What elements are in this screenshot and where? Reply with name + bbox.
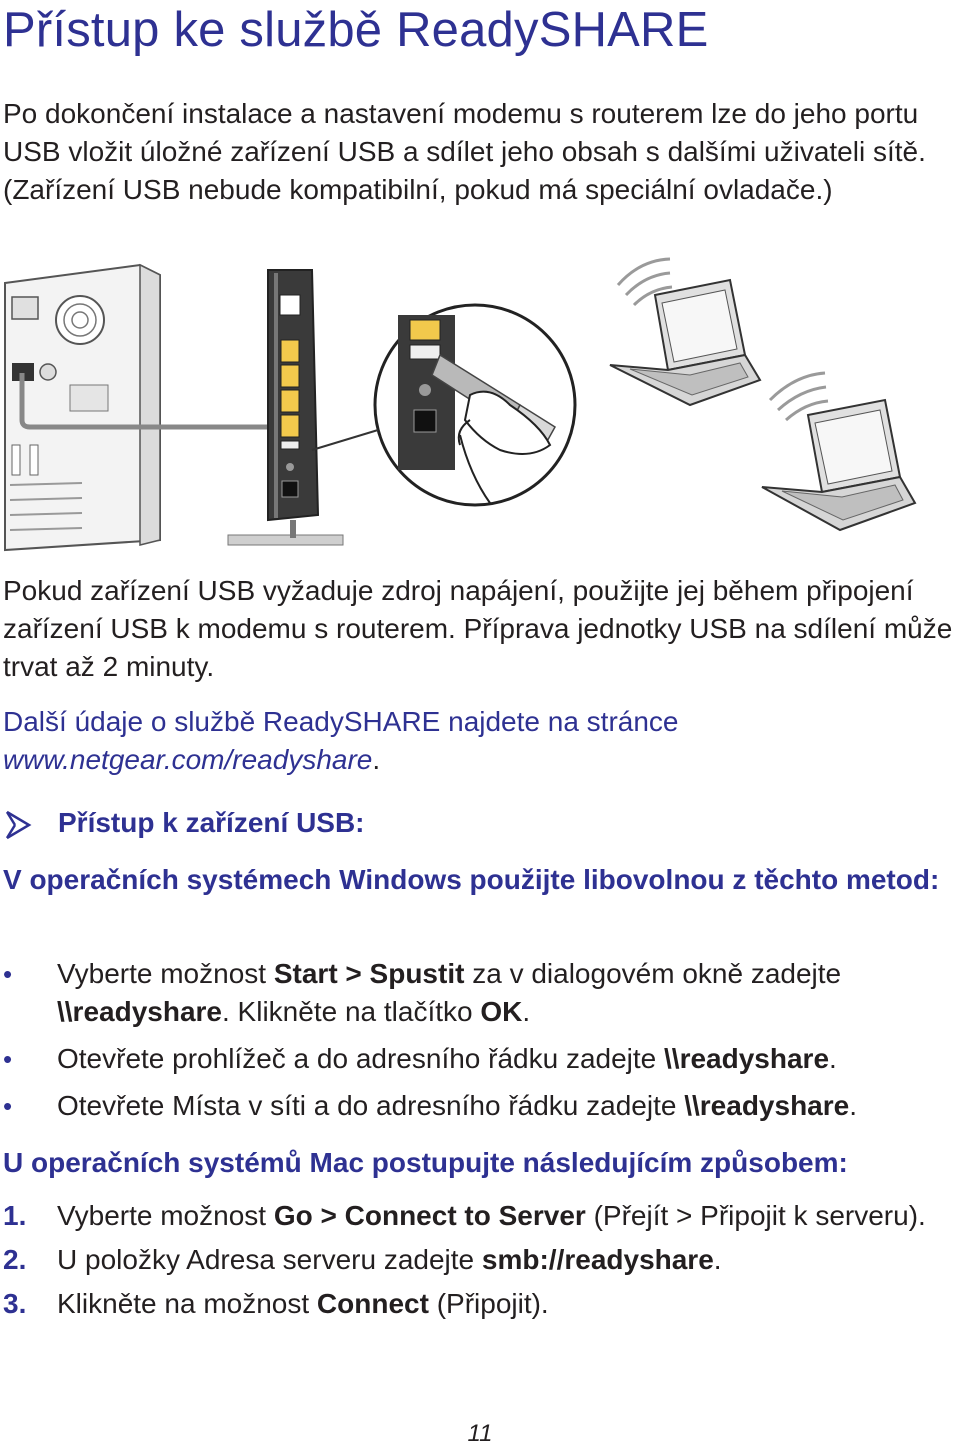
power-note-paragraph: Pokud zařízení USB vyžaduje zdroj napájení, použijte jej během připojení zařízení USB k modemu s routerem. Příprava jednotky USB na sdílení může trvat až 2 minuty. — [3, 575, 953, 682]
readyshare-illustration — [0, 245, 960, 555]
usb-insertion-zoom — [312, 305, 575, 505]
list-item — [0, 1200, 960, 1232]
more-info-text: Další údaje o službě ReadySHARE najdete na stránce — [3, 706, 679, 737]
intro-paragraph: Po dokončení instalace a nastavení modemu s routerem lze do jeho portu USB vložit úložné zařízení USB a sdílet jeho obsah s dalšími uživateli sítě. (Zařízení USB nebude kompatibilní, pokud má speciální ovladače.) — [3, 98, 926, 205]
bold-run: OK — [480, 996, 523, 1027]
step-number: 1. — [3, 1200, 27, 1231]
bold-run: smb://readyshare — [481, 1244, 714, 1275]
step-number: 2. — [3, 1244, 27, 1275]
page-number: 11 — [467, 1420, 493, 1447]
arrow-head-icon — [3, 806, 43, 844]
laptop-image-2 — [762, 373, 915, 530]
text-run: . — [829, 1043, 837, 1074]
router-image — [228, 270, 343, 545]
bullet-icon: • — [3, 959, 13, 989]
text-run: Otevřete prohlížeč a do adresního řádku zadejte — [57, 1043, 665, 1074]
mac-heading: U operačních systémů Mac postupujte následujícím způsobem: — [3, 1147, 848, 1178]
bold-run: Start > Spustit — [273, 958, 465, 989]
text-run: U položky Adresa serveru zadejte — [57, 1244, 482, 1275]
list-item — [0, 1244, 960, 1276]
step-number: 3. — [3, 1288, 27, 1319]
readyshare-link[interactable]: www.netgear.com/readyshare — [3, 744, 373, 775]
text-run: . Klikněte na tlačítko — [222, 996, 481, 1027]
list-item — [0, 1288, 960, 1320]
text-run: Klikněte na možnost — [57, 1288, 317, 1319]
bullet-icon: • — [3, 1044, 13, 1074]
page-title: Přístup ke službě ReadySHARE — [3, 3, 709, 57]
text-run: . — [522, 996, 531, 1027]
laptop-image — [610, 259, 760, 405]
text-run: . — [849, 1090, 857, 1121]
text-run: (Připojit). — [428, 1288, 549, 1319]
text-run: . — [713, 1244, 722, 1275]
text-run: (Přejít > Připojit k serveru). — [585, 1200, 926, 1231]
bold-run: Connect — [316, 1288, 429, 1319]
bold-run: Go > Connect to Server — [273, 1200, 586, 1231]
more-info-end: . — [372, 744, 381, 775]
windows-methods-list — [0, 955, 960, 1134]
windows-heading: V operačních systémech Windows použijte libovolnou z těchto metod: — [3, 864, 940, 895]
bold-run: \\readyshare — [57, 996, 222, 1027]
computer-tower-image — [5, 265, 160, 550]
bold-run: \\readyshare — [664, 1043, 830, 1074]
list-item — [0, 1087, 960, 1125]
more-info-paragraph — [3, 703, 958, 779]
list-item — [0, 955, 960, 1031]
text-run: za v dialogovém okně zadejte — [464, 958, 842, 989]
mac-steps-list — [0, 1200, 960, 1332]
bold-run: \\readyshare — [684, 1090, 850, 1121]
text-run: Vyberte možnost — [57, 1200, 274, 1231]
text-run: Vyberte možnost — [57, 958, 274, 989]
text-run: Otevřete Místa v síti a do adresního řádku zadejte — [57, 1090, 685, 1121]
bullet-icon: • — [3, 1091, 13, 1121]
list-item — [0, 1040, 960, 1078]
access-heading: Přístup k zařízení USB: — [58, 807, 365, 838]
